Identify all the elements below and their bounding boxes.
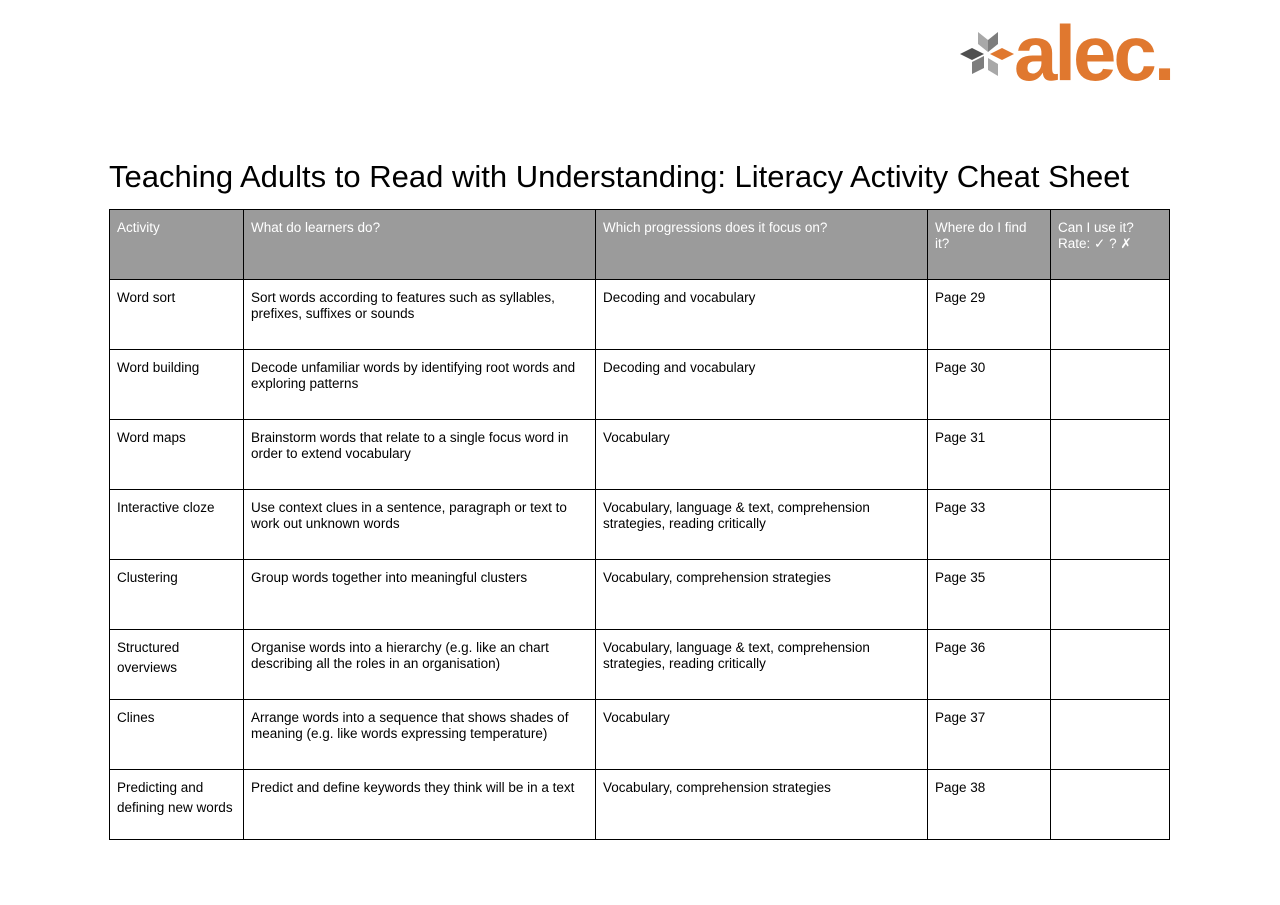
cell-what: Sort words according to features such as syllables, prefixes, suffixes or sounds [244,280,596,350]
cell-what: Arrange words into a sequence that shows shades of meaning (e.g. like words expressing temperature) [244,700,596,770]
cell-activity: Interactive cloze [110,490,244,560]
cell-activity: Word building [110,350,244,420]
cell-rate[interactable] [1051,420,1170,490]
cell-where: Page 29 [928,280,1051,350]
alec-logo [958,9,1173,120]
header-where-to-find: Where do I find it? [928,210,1051,280]
cell-progressions: Vocabulary, language & text, comprehension strategies, reading critically [596,630,928,700]
cell-rate[interactable] [1051,700,1170,770]
cell-where: Page 31 [928,420,1051,490]
cell-progressions: Vocabulary, comprehension strategies [596,770,928,840]
table-row [110,350,1170,420]
cell-where: Page 38 [928,770,1051,840]
cell-rate[interactable] [1051,490,1170,560]
cell-rate[interactable] [1051,560,1170,630]
table-row [110,420,1170,490]
cell-progressions: Decoding and vocabulary [596,280,928,350]
cell-rate[interactable] [1051,350,1170,420]
cell-rate[interactable] [1051,630,1170,700]
table-row [110,280,1170,350]
table-row [110,770,1170,840]
alec-logo-mark-icon [958,28,1018,88]
cell-progressions: Vocabulary, language & text, comprehension strategies, reading critically [596,490,928,560]
cell-activity: Word sort [110,280,244,350]
cell-activity: Predicting and defining new words [110,770,244,840]
cell-where: Page 37 [928,700,1051,770]
table-row [110,630,1170,700]
header-can-i-use-it: Can I use it? Rate: ✓ ? ✗ [1051,210,1170,280]
cell-activity: Clustering [110,560,244,630]
header-progressions: Which progressions does it focus on? [596,210,928,280]
cell-what: Use context clues in a sentence, paragraph or text to work out unknown words [244,490,596,560]
cell-activity: Word maps [110,420,244,490]
cell-progressions: Vocabulary, comprehension strategies [596,560,928,630]
activity-table [109,209,1170,840]
cell-where: Page 36 [928,630,1051,700]
cell-what: Decode unfamiliar words by identifying root words and exploring patterns [244,350,596,420]
cell-what: Organise words into a hierarchy (e.g. like an chart describing all the roles in an organisation) [244,630,596,700]
alec-logo-text: alec. [1014,9,1173,97]
cell-rate[interactable] [1051,280,1170,350]
cell-progressions: Vocabulary [596,700,928,770]
cell-where: Page 35 [928,560,1051,630]
table-row [110,560,1170,630]
cell-activity: Clines [110,700,244,770]
cell-rate[interactable] [1051,770,1170,840]
cell-what: Brainstorm words that relate to a single focus word in order to extend vocabulary [244,420,596,490]
page-title: Teaching Adults to Read with Understanding: Literacy Activity Cheat Sheet [109,159,1130,194]
cell-where: Page 30 [928,350,1051,420]
cell-activity: Structured overviews [110,630,244,700]
header-what-learners-do: What do learners do? [244,210,596,280]
table-row [110,490,1170,560]
header-activity: Activity [110,210,244,280]
cell-progressions: Decoding and vocabulary [596,350,928,420]
cell-what: Group words together into meaningful clusters [244,560,596,630]
cell-what: Predict and define keywords they think will be in a text [244,770,596,840]
table-row [110,700,1170,770]
cell-where: Page 33 [928,490,1051,560]
cell-progressions: Vocabulary [596,420,928,490]
table-header-row [110,210,1170,280]
